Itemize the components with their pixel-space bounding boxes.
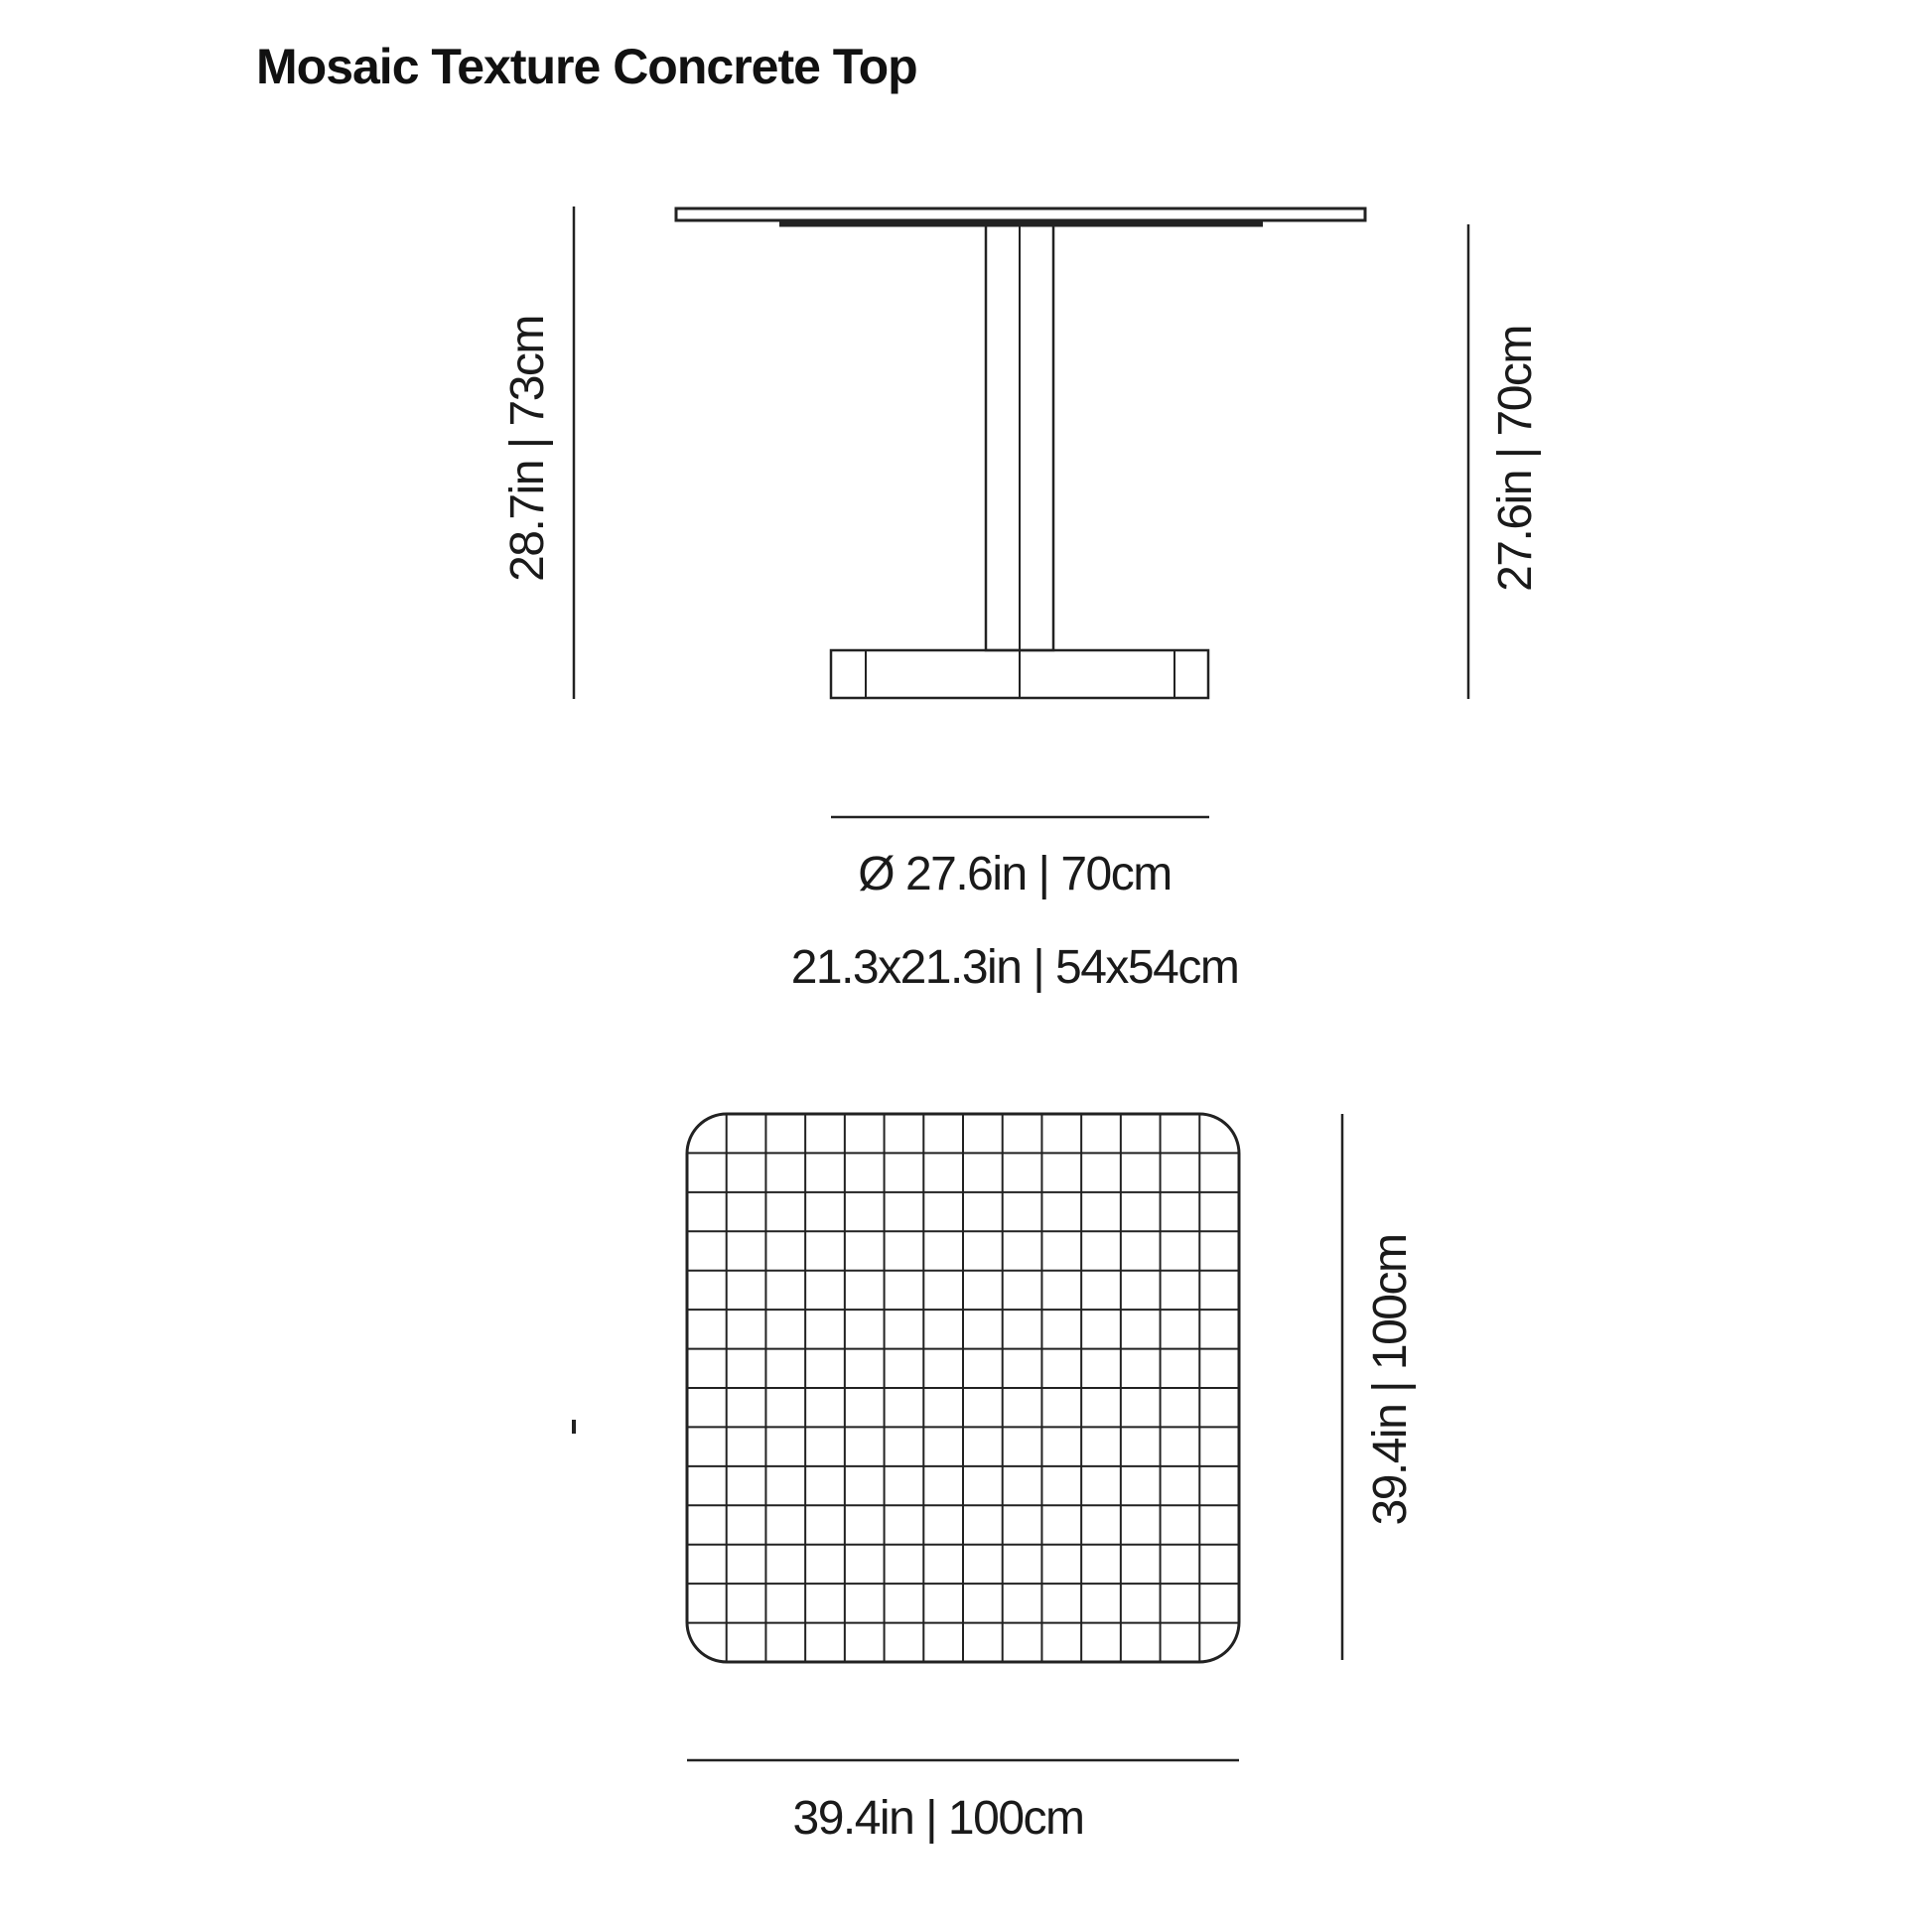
top-diameter-label: Ø 27.6in | 70cm <box>858 848 1172 900</box>
table-top-slab <box>676 208 1365 220</box>
page-title: Mosaic Texture Concrete Top <box>256 39 917 94</box>
total-height-label: 28.7in | 73cm <box>501 316 554 582</box>
width-label: 39.4in | 100cm <box>792 1792 1084 1845</box>
top-view <box>687 1114 1239 1662</box>
mosaic-grid <box>687 1114 1239 1662</box>
base-size-label: 21.3x21.3in | 54x54cm <box>790 941 1239 994</box>
side-elevation <box>676 208 1365 698</box>
base-height-label: 27.6in | 70cm <box>1489 326 1542 592</box>
depth-label: 39.4in | 100cm <box>1364 1234 1417 1526</box>
